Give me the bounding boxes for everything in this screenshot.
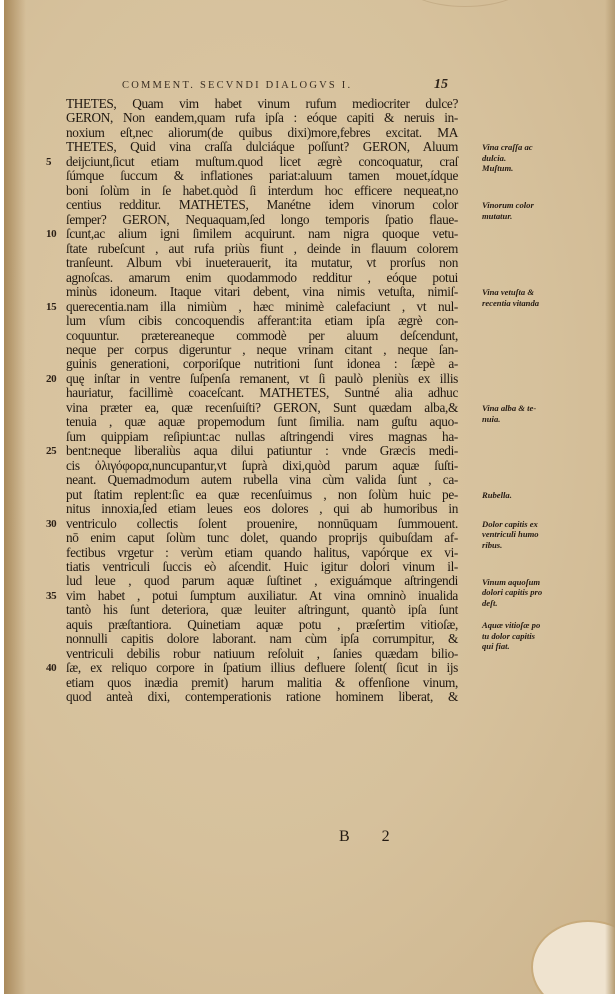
margin-note: Rubella. — [482, 489, 512, 500]
text-line — [66, 560, 458, 574]
line-text: neant. Quemadmodum autem rubella vina cùm valida ſunt , ca- — [66, 472, 458, 488]
line-text: quod anteà dixi, contemperationis ratione hominem liberat, & — [66, 689, 458, 705]
text-line — [66, 459, 458, 473]
text-line — [66, 603, 458, 617]
line-number: 15 — [46, 300, 57, 313]
line-text: put ſtatim replent:ſic ea quæ recenſuimus , non ſolùm huic pe- — [66, 486, 458, 502]
line-text: deijciunt,ſicut etiam muſtum.quod licet ægrè concoquatur, craſ — [66, 153, 458, 169]
text-line — [46, 370, 458, 386]
line-text: ſæ, ex reliquo corpore in ſpatium illius defluere ſolent( ſicut in ijs — [66, 660, 458, 676]
text-line — [46, 298, 458, 314]
line-number: 30 — [46, 517, 57, 530]
text-line — [46, 443, 458, 459]
line-number: 10 — [46, 228, 57, 241]
page-stain — [399, 0, 531, 7]
line-text: coquuntur. prætereaneque commodè per aluum deſcendunt, — [66, 327, 458, 343]
text-line — [46, 660, 458, 676]
line-text: tantò his ſunt deteriora, quæ leuiter aſtringunt, quantò ipſa ſunt — [66, 602, 458, 618]
text-line — [66, 343, 458, 357]
margin-note: Vinum aquoſum dolori capitis pro deſt. — [482, 576, 543, 608]
line-text: quę inſtar in ventre ſuſpenſa remanent, vt ſi paulò pleniùs ex illis — [66, 370, 458, 386]
text-line — [66, 618, 458, 632]
line-text: guinis generationi, corporiſque nutritioni ſunt idonea : ſæpè a- — [66, 356, 458, 372]
line-text: vina præter ea, quæ recenſuiſti? GERON, Sunt quædam alba,& — [66, 399, 458, 415]
signature-mark: B 2 — [339, 828, 404, 845]
line-text: querecentia.nam illa nimiùm , hæc minimè calefaciunt , vt nul- — [66, 298, 458, 314]
line-text: nō enim caput ſolùm tunc dolet, quando proprijs quibuſdam af- — [66, 530, 458, 546]
text-line — [46, 587, 458, 603]
text-line — [66, 314, 458, 328]
line-text: etiam quos inædia premit) harum malitia & offenſione vinum, — [66, 674, 458, 690]
line-text: tenuia , quæ aquæ propemodum ſunt ſimilia. nam guſtu aquo- — [66, 414, 458, 430]
text-line — [66, 256, 458, 270]
line-text: minùs idoneum. Itaque vitari debent, vina nimis vetuſta, nimiſ- — [66, 284, 458, 300]
page-corner-damage — [531, 920, 615, 994]
text-line — [66, 401, 458, 415]
margin-note: Dolor capitis ex ventriculi humo ribus. — [482, 518, 539, 550]
line-text: lud leue , quod parum aquæ ſuſtinet , exiguámque aſtringendi — [66, 573, 458, 589]
text-line — [66, 531, 458, 545]
line-number: 25 — [46, 445, 57, 458]
line-text: nitus innoxia,ſed etiam leues eos dolores , qui ab humoribus in — [66, 501, 458, 517]
line-text: nonnulli capitis dolore laborant. nam cùm ipſa corrumpitur, & — [66, 631, 458, 647]
line-text: ventriculi debilis robur natiuum reſoluit , ſanies quædam bilio- — [66, 645, 458, 661]
margin-note: Aquæ vitioſæ po tu dolor capitis qui fiat. — [482, 620, 541, 652]
line-text: bent:neque liberaliùs aqua dilui patiuntur : vnde Græcis medi- — [66, 443, 458, 459]
book-page — [4, 0, 615, 994]
text-line — [66, 242, 458, 256]
text-line — [66, 574, 458, 588]
text-line — [66, 676, 458, 690]
line-number: 40 — [46, 662, 57, 675]
text-line — [66, 213, 458, 227]
line-text: ſemper? GERON, Nequaquam,ſed longo temporis ſpatio flaue- — [66, 211, 458, 227]
line-text: ſum quippiam reſipiunt:ac nullas aſtringendi vires magnas ha- — [66, 428, 458, 444]
text-line — [66, 184, 458, 198]
line-number: 35 — [46, 589, 57, 602]
text-line — [66, 285, 458, 299]
margin-note: Vina vetuſta & recentia vitanda — [482, 287, 540, 308]
margin-note: Vinorum color mutatur. — [482, 200, 534, 221]
line-text: fectibus vrgetur : verùm etiam quando halitus, vapórque ex vi- — [66, 544, 458, 560]
text-line — [66, 473, 458, 487]
line-text: hauriatur, facillimè coaceſcant. MATHETES, Suntné alia adhuc — [66, 385, 458, 401]
page-number: 15 — [434, 77, 448, 92]
text-line — [46, 226, 458, 242]
text-line — [66, 546, 458, 560]
line-text: tranſeunt. Album vbi inueterauerit, ita mutatur, vt prorſus non — [66, 255, 458, 271]
line-text: lum vſum cibis concoquendis afferant:ita etiam ipſa ægrè con- — [66, 313, 458, 329]
body-text — [46, 96, 458, 705]
text-line — [66, 198, 458, 212]
line-text: cis ὀλιγόφορα,nuncupantur,vt ſuprà dixi,quòd parum aquæ ſuſti- — [66, 457, 458, 473]
line-text: ſcunt,ac alium igni ſimilem acquirunt. nam nigra quoque vetu- — [66, 226, 458, 242]
text-line — [66, 415, 458, 429]
line-text: ſúmque ſuccum & inflationes pariat:aluum tamen mouet,ídque — [66, 168, 458, 184]
line-text: THETES, Quam vim habet vinum rufum mediocriter dulce? — [66, 96, 458, 111]
line-text: ſtate rubeſcunt , aut rufa priùs fiunt , deinde in flauum colorem — [66, 240, 458, 256]
text-line — [66, 632, 458, 646]
text-line — [66, 502, 458, 516]
running-head: COMMENT. SECVNDI DIALOGVS I. — [122, 80, 353, 91]
text-line — [66, 97, 458, 111]
line-text: aquis præſtantiora. Quinetiam aquæ potu , præſertim vitioſæ, — [66, 616, 458, 632]
text-line — [66, 386, 458, 400]
line-text: vim habet , potui ſumptum auxiliatur. At vina omninò inualida — [66, 587, 458, 603]
text-line — [46, 153, 458, 169]
text-line — [66, 647, 458, 661]
text-line — [66, 488, 458, 502]
text-line — [66, 357, 458, 371]
line-text: THETES, Quid vina craſſa dulciáque poſſunt? GERON, Aluum — [66, 139, 458, 155]
line-text: tiatis ventriculi ſuccis eò aſcendit. Huic igitur dolori vinum il- — [66, 559, 458, 574]
line-text: agnoſcas. amarum enim quodammodo redditur , eóque potui — [66, 269, 458, 285]
line-number: 5 — [46, 155, 52, 168]
line-text: ventriculo collectis ſolent prouenire, nonnūquam ſummouent. — [66, 515, 458, 531]
line-number: 20 — [46, 372, 57, 385]
margin-note: Vina alba & te- nuia. — [482, 403, 537, 424]
line-text: noxium eſt,nec aliorum(de quibus dixi)more,febres excitat. MA — [66, 124, 458, 140]
text-line — [66, 430, 458, 444]
text-line — [66, 690, 458, 704]
text-line — [46, 515, 458, 531]
line-text: boni ſolùm in ſe habet.quòd ſi interdum hoc efficere nequeat,no — [66, 182, 458, 198]
text-line — [66, 140, 458, 154]
text-line — [66, 271, 458, 285]
line-text: GERON, Non eandem,quam rufa ipſa : eóque capiti & neruis in- — [66, 110, 458, 126]
line-text: centius redditur. MATHETES, Manétne idem vinorum color — [66, 197, 458, 213]
margin-note: Vina craſſa ac dulcia. Muſtum. — [482, 142, 533, 174]
line-text: neque per corpus digeruntur , neque vrinam citant , neque ſan- — [66, 341, 458, 357]
text-line — [66, 329, 458, 343]
text-line — [66, 111, 458, 125]
text-line — [66, 169, 458, 183]
text-line — [66, 126, 458, 140]
